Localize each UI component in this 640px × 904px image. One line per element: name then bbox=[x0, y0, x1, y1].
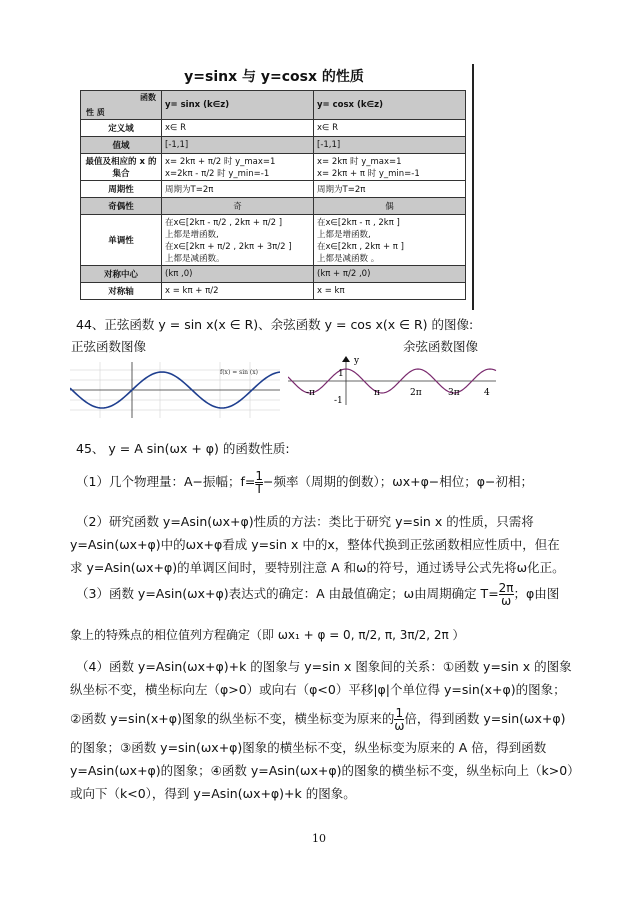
cos-min-line: x= 2kπ + π 时 y_min=-1 bbox=[317, 169, 420, 179]
row-label-period: 周期性 bbox=[81, 181, 162, 198]
table-row bbox=[81, 137, 466, 154]
item45-p4 bbox=[70, 655, 580, 805]
properties-table bbox=[80, 90, 466, 300]
item45-p2 bbox=[70, 510, 576, 579]
cell-cos-parity: 偶 bbox=[314, 198, 466, 215]
header-sin: y= sinx (k∈z) bbox=[162, 91, 314, 120]
cos-tick-neg-pi: -π bbox=[306, 388, 315, 398]
cos-tick-neg-one: -1 bbox=[334, 396, 343, 406]
table-row bbox=[81, 181, 466, 198]
sine-function-label: f(x) = sin (x) bbox=[220, 369, 258, 376]
cos-y-label: y bbox=[354, 356, 360, 366]
cos-mono-line: 上都是增函数, bbox=[317, 230, 371, 240]
cos-graph-caption: 余弦函数图像 bbox=[403, 339, 479, 354]
cos-mono-line: 在x∈[2kπ - π , 2kπ ] bbox=[317, 218, 400, 228]
cos-mono-line: 在x∈[2kπ , 2kπ + π ] bbox=[317, 242, 404, 252]
row-label-extrema: 最值及相应的 x 的集合 bbox=[81, 154, 162, 181]
p3-text-b: ；φ由图 bbox=[513, 586, 560, 601]
cell-sin-domain: x∈ R bbox=[162, 120, 314, 137]
cell-cos-center: (kπ + π/2 ,0) bbox=[314, 266, 466, 283]
cell-sin-axis: x = kπ + π/2 bbox=[162, 283, 314, 300]
sin-max-line: x= 2kπ + π/2 时 y_max=1 bbox=[165, 157, 276, 167]
table-row bbox=[81, 154, 466, 181]
sin-mono-line: 在x∈[2kπ - π/2 , 2kπ + π/2 ] bbox=[165, 218, 283, 228]
sin-mono-line: 上都是增函数, bbox=[165, 230, 219, 240]
sin-min-line: x=2kπ - π/2 时 y_min=-1 bbox=[165, 169, 270, 179]
table-row bbox=[81, 215, 466, 266]
table-row bbox=[81, 198, 466, 215]
item44-heading: 44、正弦函数 y = sin x(x ∈ R)、余弦函数 y = cos x(x ∈ R) 的图像: bbox=[76, 317, 474, 332]
cos-max-line: x= 2kπ 时 y_max=1 bbox=[317, 157, 402, 167]
table-header-row bbox=[81, 91, 466, 120]
cos-tick-one: 1 bbox=[338, 369, 344, 379]
corner-bottom-label: 性 质 bbox=[86, 108, 105, 117]
item45-heading: 45、 y = A sin(ωx + φ) 的函数性质: bbox=[76, 441, 290, 456]
properties-table-figure bbox=[76, 64, 474, 310]
p4-line6: 或向下（k<0），得到 y=Asin(ωx+φ)+k 的图象。 bbox=[70, 786, 356, 801]
p1-fraction bbox=[255, 470, 263, 495]
p4-frac-num: 1 bbox=[395, 706, 404, 720]
p4-line4: 的图象；③函数 y=sin(ωx+φ)图象的横坐标不变，纵坐标变为原来的 A 倍，得到函数 bbox=[70, 740, 547, 755]
y-axis-arrow bbox=[342, 356, 350, 362]
cell-cos-monotonicity bbox=[314, 215, 466, 266]
p3-text-a: （3）函数 y=Asin(ωx+φ)表达式的确定：A 由最值确定；ω由周期确定 T= bbox=[76, 586, 499, 601]
p3-fraction bbox=[499, 582, 514, 607]
item45-p1 bbox=[76, 470, 533, 495]
cell-cos-extrema bbox=[314, 154, 466, 181]
p1-text-b: −频率（周期的倒数）；ωx+φ−相位；φ−初相； bbox=[263, 474, 534, 489]
p1-text-a: （1）几个物理量：A−振幅；f= bbox=[76, 474, 256, 489]
cell-sin-monotonicity bbox=[162, 215, 314, 266]
cell-cos-axis: x = kπ bbox=[314, 283, 466, 300]
p2-line2: y=Asin(ωx+φ)中的ωx+φ看成 y=sin x 中的x，整体代换到正弦函数相应性质中，但在 bbox=[70, 537, 560, 552]
cell-cos-range: [-1,1] bbox=[314, 137, 466, 154]
p1-frac-num: 1 bbox=[255, 469, 263, 483]
p3-line2: 象上的特殊点的相位值列方程确定（即 ωx₁ + φ = 0, π/2, π, 3π/2, 2π ） bbox=[70, 628, 465, 642]
p4-line3-b: 倍，得到函数 y=sin(ωx+φ) bbox=[404, 711, 566, 726]
p4-line3-a: ②函数 y=sin(x+φ)图象的纵坐标不变，横坐标变为原来的 bbox=[70, 711, 395, 726]
cos-tick-4: 4 bbox=[484, 388, 490, 398]
table-row bbox=[81, 120, 466, 137]
cos-mono-line: 上都是减函数 。 bbox=[317, 254, 380, 264]
table-title: y=sinx 与 y=cosx 的性质 bbox=[184, 69, 364, 85]
row-label-range: 值域 bbox=[81, 137, 162, 154]
cell-sin-center: (kπ ,0) bbox=[162, 266, 314, 283]
p4-line2: 纵坐标不变，横坐标向左（φ>0）或向右（φ<0）平移|φ|个单位得 y=sin(x+φ)的图象； bbox=[70, 682, 566, 697]
table-row bbox=[81, 266, 466, 283]
page-number: 10 bbox=[312, 832, 326, 845]
sin-mono-line: 在x∈[2kπ + π/2 , 2kπ + 3π/2 ] bbox=[165, 242, 292, 252]
table-row bbox=[81, 283, 466, 300]
header-cos: y= cosx (k∈z) bbox=[314, 91, 466, 120]
p2-line3: 求 y=Asin(ωx+φ)的单调区间时，要特别注意 A 和ω的符号，通过诱导公式先将ω化正。 bbox=[70, 560, 565, 575]
table-corner-cell bbox=[81, 91, 162, 120]
cell-cos-period: 周期为T=2π bbox=[314, 181, 466, 198]
p4-fraction bbox=[394, 707, 404, 732]
p2-line1: （2）研究函数 y=Asin(ωx+φ)性质的方法：类比于研究 y=sin x 的性质，只需将 bbox=[76, 514, 534, 529]
p4-frac-den: ω bbox=[394, 719, 405, 733]
cosine-graph bbox=[288, 355, 498, 407]
sine-graph bbox=[70, 362, 280, 418]
p3-frac-den: ω bbox=[501, 594, 512, 608]
row-label-monotonicity: 单调性 bbox=[81, 215, 162, 266]
cos-tick-2pi: 2π bbox=[410, 388, 422, 398]
row-label-parity: 奇偶性 bbox=[81, 198, 162, 215]
p1-frac-den: T bbox=[255, 482, 263, 496]
cell-cos-domain: x∈ R bbox=[314, 120, 466, 137]
p4-line1: （4）函数 y=Asin(ωx+φ)+k 的图象与 y=sin x 图象间的关系：①函数 y=sin x 的图象 bbox=[76, 659, 572, 674]
p4-line3 bbox=[70, 707, 576, 732]
row-label-domain: 定义域 bbox=[81, 120, 162, 137]
item45-p3 bbox=[76, 582, 559, 607]
cell-sin-extrema bbox=[162, 154, 314, 181]
cell-sin-range: [-1,1] bbox=[162, 137, 314, 154]
cell-sin-period: 周期为T=2π bbox=[162, 181, 314, 198]
p4-line5: y=Asin(ωx+φ)的图象；④函数 y=Asin(ωx+φ)的图象的横坐标不变，纵坐标向上（k>0） bbox=[70, 763, 580, 778]
sin-graph-caption: 正弦函数图像 bbox=[71, 339, 147, 354]
row-label-center: 对称中心 bbox=[81, 266, 162, 283]
sin-mono-line: 上都是减函数。 bbox=[165, 254, 225, 264]
cos-tick-pi: π bbox=[374, 388, 380, 398]
p3-frac-num: 2π bbox=[498, 581, 514, 595]
cell-sin-parity: 奇 bbox=[162, 198, 314, 215]
cos-tick-3pi: 3π bbox=[448, 388, 460, 398]
row-label-axis: 对称轴 bbox=[81, 283, 162, 300]
corner-top-label: 函数 bbox=[140, 93, 156, 102]
